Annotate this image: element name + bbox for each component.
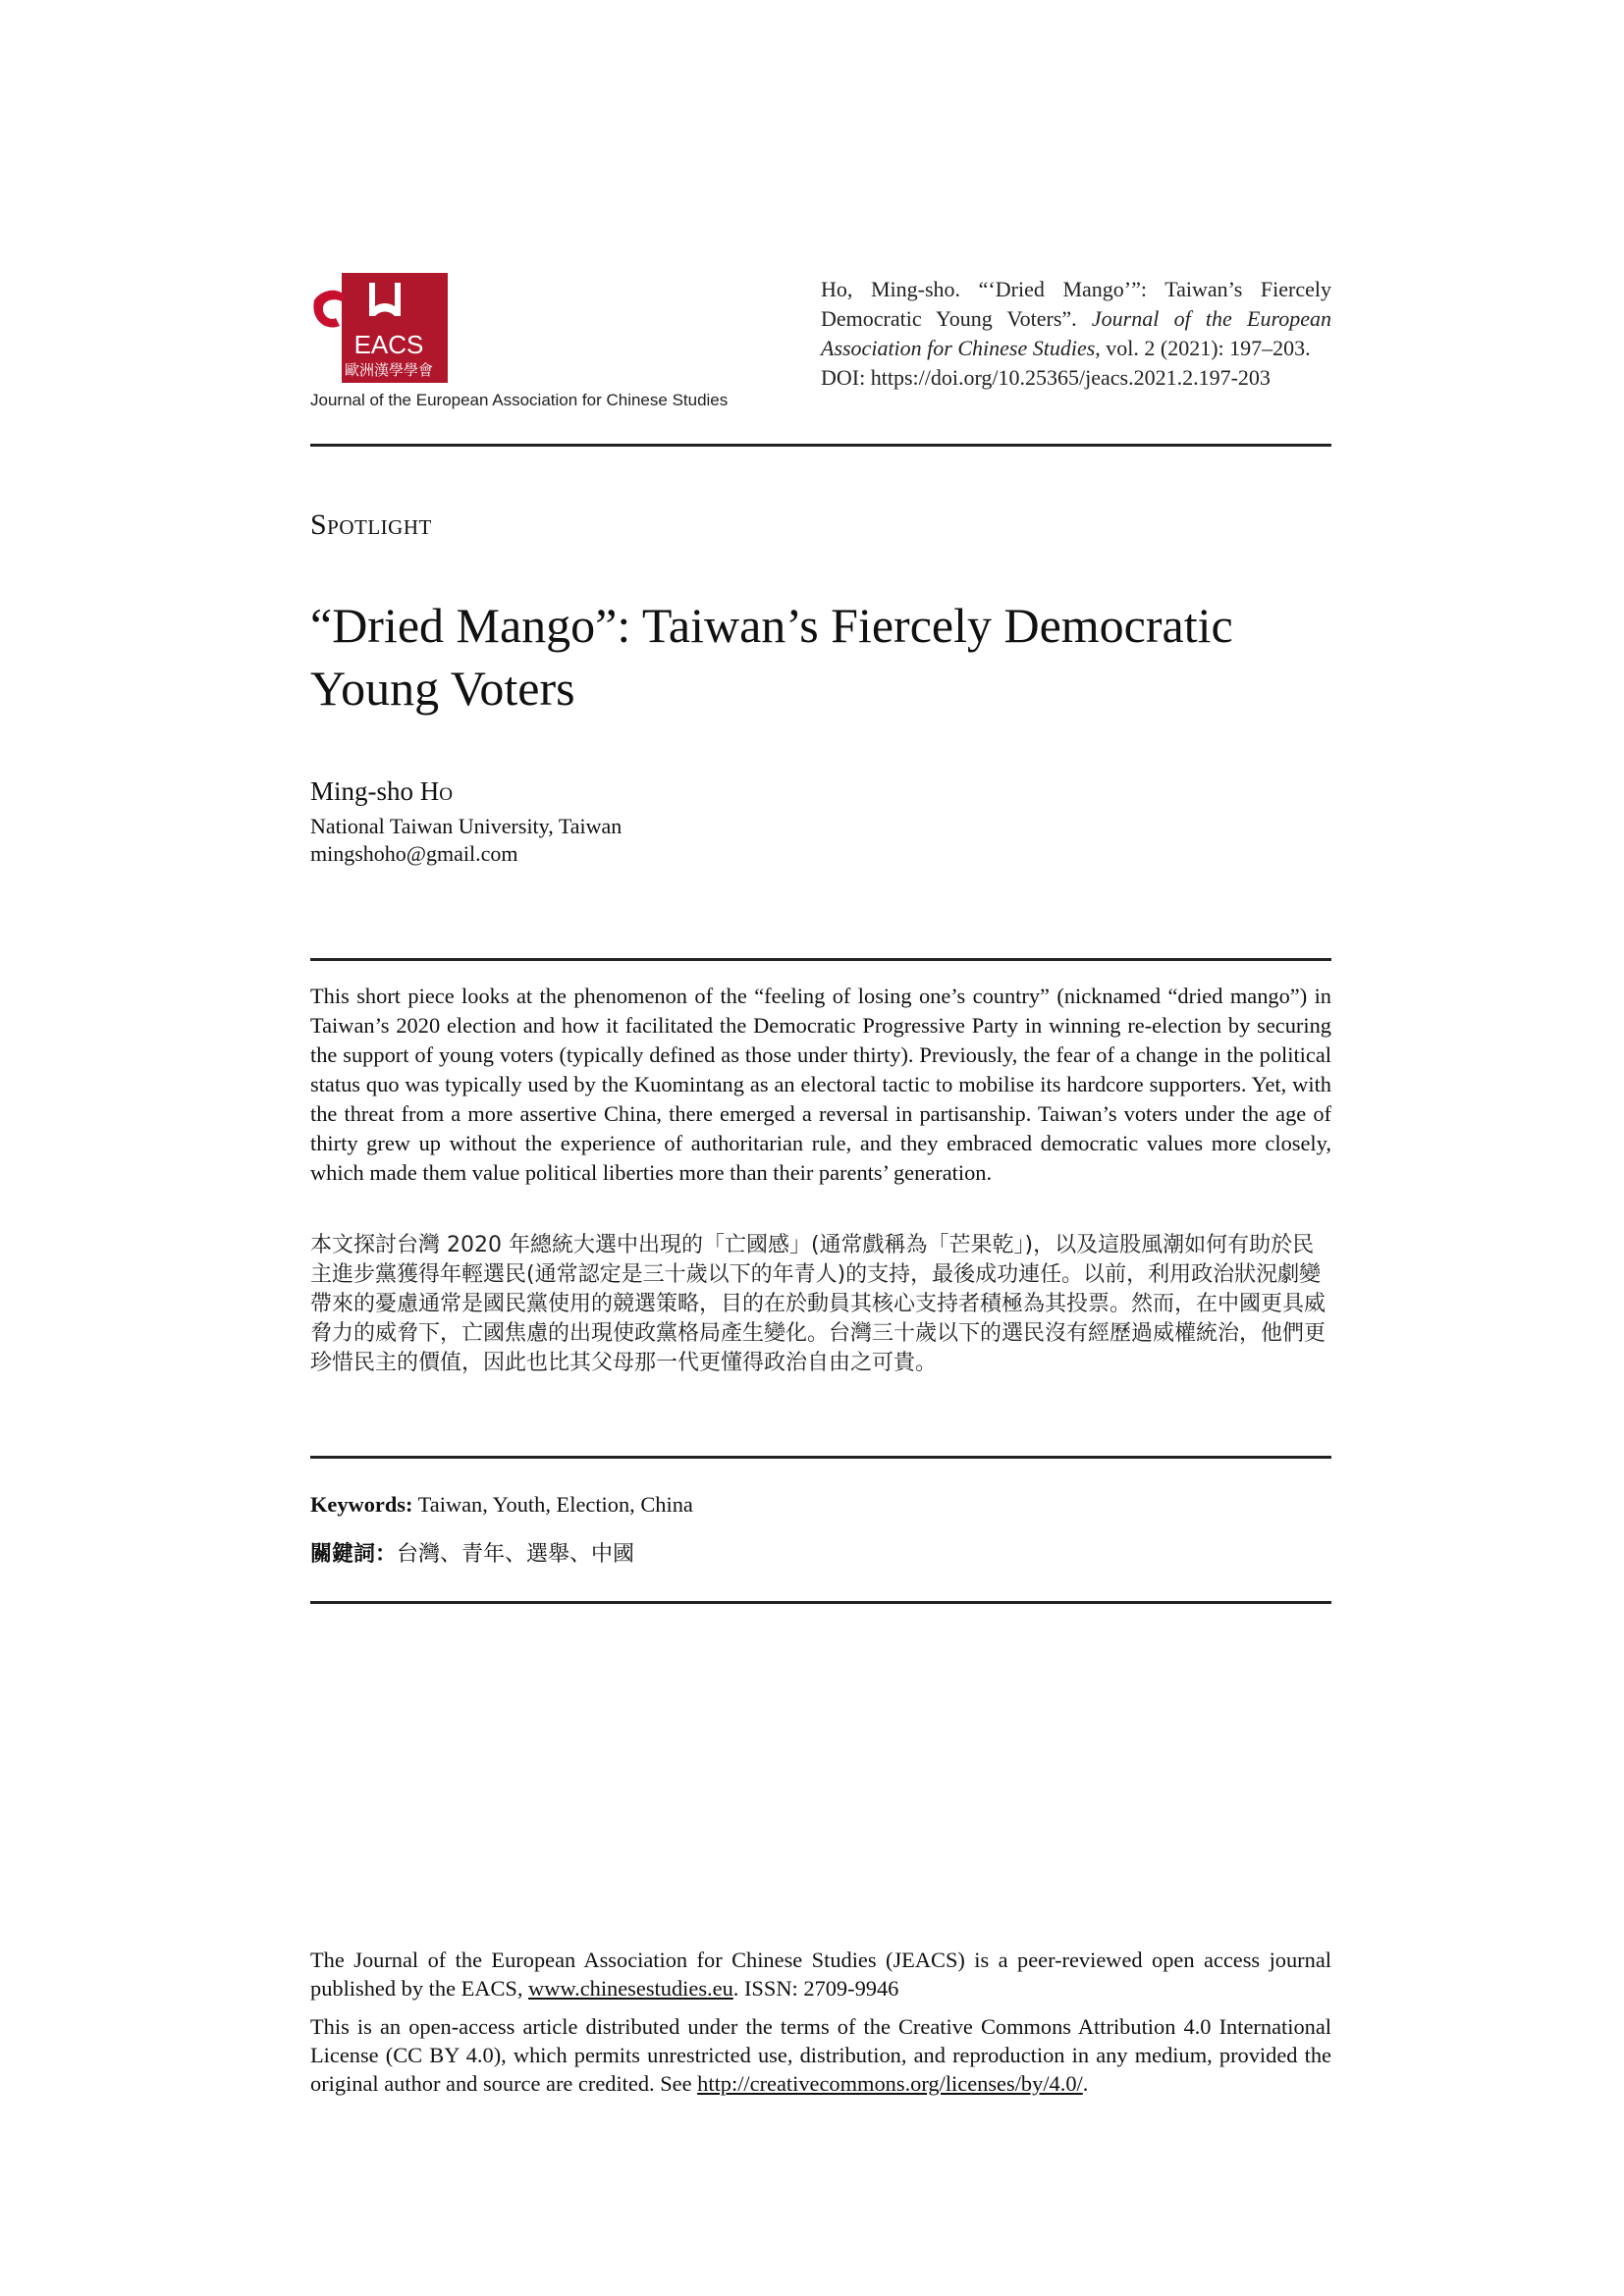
journal-website-link[interactable]: www.chinesestudies.eu bbox=[528, 1976, 733, 2001]
doi-link[interactable]: https://doi.org/10.25365/jeacs.2021.2.197-203 bbox=[870, 365, 1271, 390]
keywords-label: Keywords: bbox=[310, 1492, 413, 1517]
license-link[interactable]: http://creativecommons.org/licenses/by/4.0/ bbox=[697, 2071, 1083, 2096]
keywords-zh-label: 關鍵詞： bbox=[310, 1542, 398, 1567]
author-last: Ho bbox=[419, 776, 453, 806]
citation-suffix: , vol. 2 (2021): 197–203. bbox=[1095, 336, 1311, 360]
section-label: Spotlight bbox=[310, 508, 432, 541]
license-text: This is an open-access article distributed under the terms of the Creative Commons Attribution 4.0 International License (CC BY 4.0), which permits unrestricted use, distribution, and reproduction in any medium, provided the original author and source are credited. See bbox=[310, 2014, 1331, 2096]
doi-label: DOI: bbox=[821, 365, 866, 390]
keywords-zh-values: 台灣、青年、選舉、中國 bbox=[397, 1542, 635, 1567]
citation-block bbox=[821, 275, 1331, 393]
author-name bbox=[310, 776, 453, 807]
citation-journal: Journal of the European Association for Chinese Studies bbox=[821, 306, 1332, 360]
keywords-divider bbox=[310, 1601, 1331, 1604]
license-note bbox=[310, 2012, 1331, 2098]
citation-prefix: Ho, Ming-sho. “‘Dried Mango’”: Taiwan’s Fiercely Democratic Young Voters”. bbox=[821, 277, 1331, 331]
abstract-top-divider bbox=[310, 958, 1331, 961]
header-divider bbox=[310, 444, 1331, 447]
article-title: “Dried Mango”: Taiwan’s Fiercely Democratic Young Voters bbox=[310, 598, 1233, 716]
logo-subtext: 歐洲漢學學會 bbox=[344, 361, 434, 379]
keywords-values: Taiwan, Youth, Election, China bbox=[412, 1492, 693, 1517]
journal-note-text: The Journal of the European Association for Chinese Studies (JEACS) is a peer-reviewed open access journal published by the EACS, bbox=[310, 1948, 1331, 2001]
keywords-chinese bbox=[310, 1537, 634, 1568]
issn-text: . ISSN: 2709-9946 bbox=[732, 1976, 899, 2001]
license-end: . bbox=[1082, 2071, 1089, 2096]
logo-text: EACS bbox=[353, 330, 424, 359]
author-affiliation: National Taiwan University, Taiwan bbox=[310, 814, 623, 838]
author-first: Ming-sho bbox=[310, 776, 420, 806]
logo-caption: Journal of the European Association for Chinese Studies bbox=[310, 391, 729, 409]
eacs-logo bbox=[310, 273, 448, 383]
abstract-english: This short piece looks at the phenomenon of the “feeling of losing one’s country” (nicknamed “dried mango”) in Taiwan’s 2020 election and how it facilitated the Democratic Progressive Party in winning re-election by securing the support of young voters (typically defined as those under thirty). Previously, the fear of a change in the political status quo was typically used by the Kuomintang as an electoral tactic to mobilise its hardcore supporters. Yet, with the threat from a more assertive China, there emerged a reversal in partisanship. Taiwan’s voters under the age of thirty grew up without the experience of authoritarian rule, and they embraced democratic values more closely, which made them value political liberties more than their parents’ generation. bbox=[310, 984, 1331, 1185]
abstract-chinese: 本文探討台灣 2020 年總統大選中出現的「亡國感」(通常戲稱為「芒果乾」)，以及這股風潮如何有助於民主進步黨獲得年輕選民(通常認定是三十歲以下的年青人)的支持，最後成功連任。以前，利用政治狀況劇變帶來的憂慮通常是國民黨使用的競選策略，目的在於動員其核心支持者積極為其投票。然而，在中國更具威脅力的威脅下，亡國焦慮的出現使政黨格局產生變化。台灣三十歲以下的選民沒有經歷過威權統治，他們更珍惜民主的價值，因此也比其父母那一代更懂得政治自由之可貴。 bbox=[310, 1233, 1326, 1375]
keywords-english bbox=[310, 1492, 693, 1518]
abstract-bottom-divider bbox=[310, 1456, 1331, 1459]
author-email: mingshoho@gmail.com bbox=[310, 841, 518, 866]
journal-note bbox=[310, 1946, 1331, 2002]
